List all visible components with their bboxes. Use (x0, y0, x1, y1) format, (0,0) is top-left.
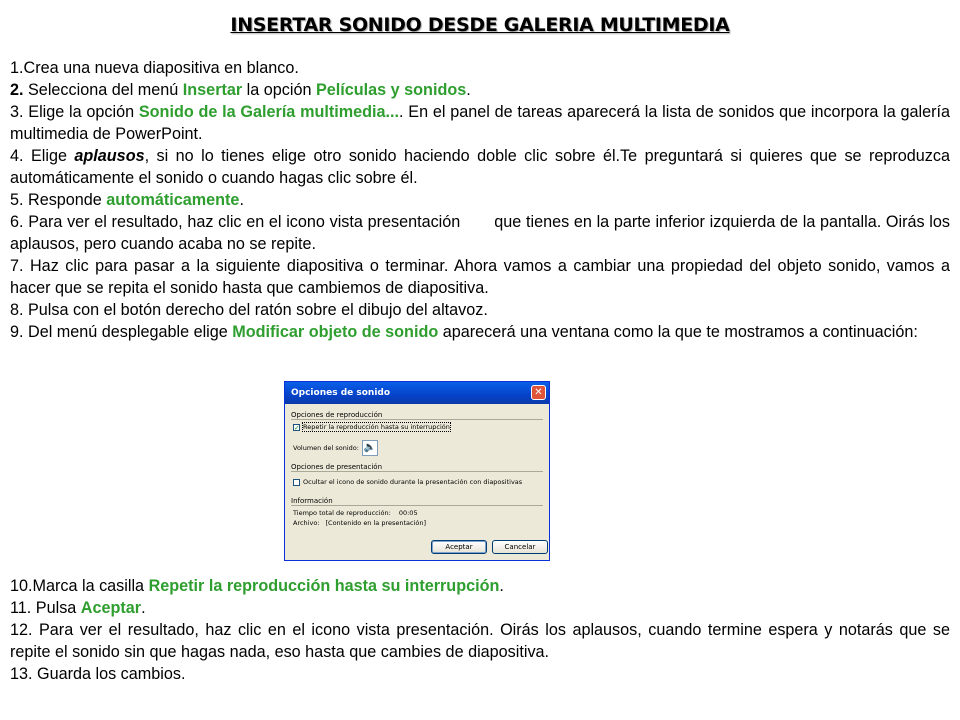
steps-top (10, 57, 950, 343)
cancel-button[interactable]: Cancelar (492, 540, 548, 554)
total-time-label: Tiempo total de reproducción: (293, 509, 391, 517)
step-12: 12. Para ver el resultado, haz clic en el icono vista presentación. Oirás los aplausos, cuando termine espera y notarás que se repite el sonido sin que hagas nada, eso hasta que cambies de diapositiva. (10, 621, 950, 661)
total-time-value: 00:05 (398, 509, 418, 517)
step-10: 10.Marca la casilla Repetir la reproducción hasta su interrupción. (10, 577, 504, 595)
step-6: 6. Para ver el resultado, haz clic en el icono vista presentación que tienes en la parte inferior izquierda de la pantalla. Oirás los aplausos, pero cuando acaba no se repite. (10, 213, 950, 253)
hide-icon-checkbox[interactable] (293, 479, 300, 486)
sound-options-dialog (284, 381, 550, 561)
step-1: 1.Crea una nueva diapositiva en blanco. (10, 59, 299, 77)
info-section-label: Información (291, 497, 333, 505)
volume-row (293, 440, 378, 456)
page-title: INSERTAR SONIDO DESDE GALERIA MULTIMEDIA (230, 14, 730, 36)
step-8: 8. Pulsa con el botón derecho del ratón sobre el dibujo del altavoz. (10, 301, 488, 319)
close-icon[interactable]: ✕ (531, 385, 546, 400)
step-3: 3. Elige la opción Sonido de la Galería multimedia.... En el panel de tareas aparecerá la lista de sonidos que incorpora la galería multimedia de PowerPoint. (10, 103, 950, 143)
repeat-option[interactable] (293, 423, 450, 431)
total-time-row (293, 509, 418, 517)
dialog-title: Opciones de sonido (291, 388, 391, 398)
presentation-section-label: Opciones de presentación (291, 463, 383, 471)
step-5: 5. Responde automáticamente. (10, 191, 244, 209)
ok-button[interactable]: Aceptar (431, 540, 487, 554)
repeat-checkbox[interactable]: ✓ (294, 423, 300, 432)
repeat-label: Repetir la reproducción hasta su interrupción (303, 423, 450, 431)
file-value: [Contenido en la presentación] (325, 519, 427, 527)
file-row (293, 519, 426, 527)
file-label: Archivo: (293, 519, 320, 527)
step-13: 13. Guarda los cambios. (10, 665, 186, 683)
divider (291, 505, 543, 506)
step-4: 4. Elige aplausos, si no lo tienes elige otro sonido haciendo doble clic sobre él.Te preguntará si quieres que se reproduzca automáticamente el sonido o cuando hagas clic sobre él. (10, 147, 950, 187)
hide-icon-label: Ocultar el icono de sonido durante la presentación con diapositivas (303, 478, 523, 486)
step-7: 7. Haz clic para pasar a la siguiente diapositiva o terminar. Ahora vamos a cambiar una propiedad del objeto sonido, vamos a hacer que se repita el sonido hasta que cambiemos de diapositiva. (10, 257, 950, 297)
divider (291, 471, 543, 472)
volume-label: Volumen del sonido: (293, 444, 359, 452)
speaker-icon[interactable]: 🔈 (362, 440, 378, 456)
step-2: 2. Selecciona del menú Insertar la opción Películas y sonidos. (10, 81, 471, 99)
step-11: 11. Pulsa Aceptar. (10, 599, 146, 617)
step-9: 9. Del menú desplegable elige Modificar objeto de sonido aparecerá una ventana como la que te mostramos a continuación: (10, 323, 918, 341)
hide-icon-option[interactable] (293, 478, 522, 486)
dialog-title-bar (285, 382, 549, 404)
divider (291, 419, 543, 420)
playback-section-label: Opciones de reproducción (291, 411, 383, 419)
steps-bottom (10, 575, 950, 685)
